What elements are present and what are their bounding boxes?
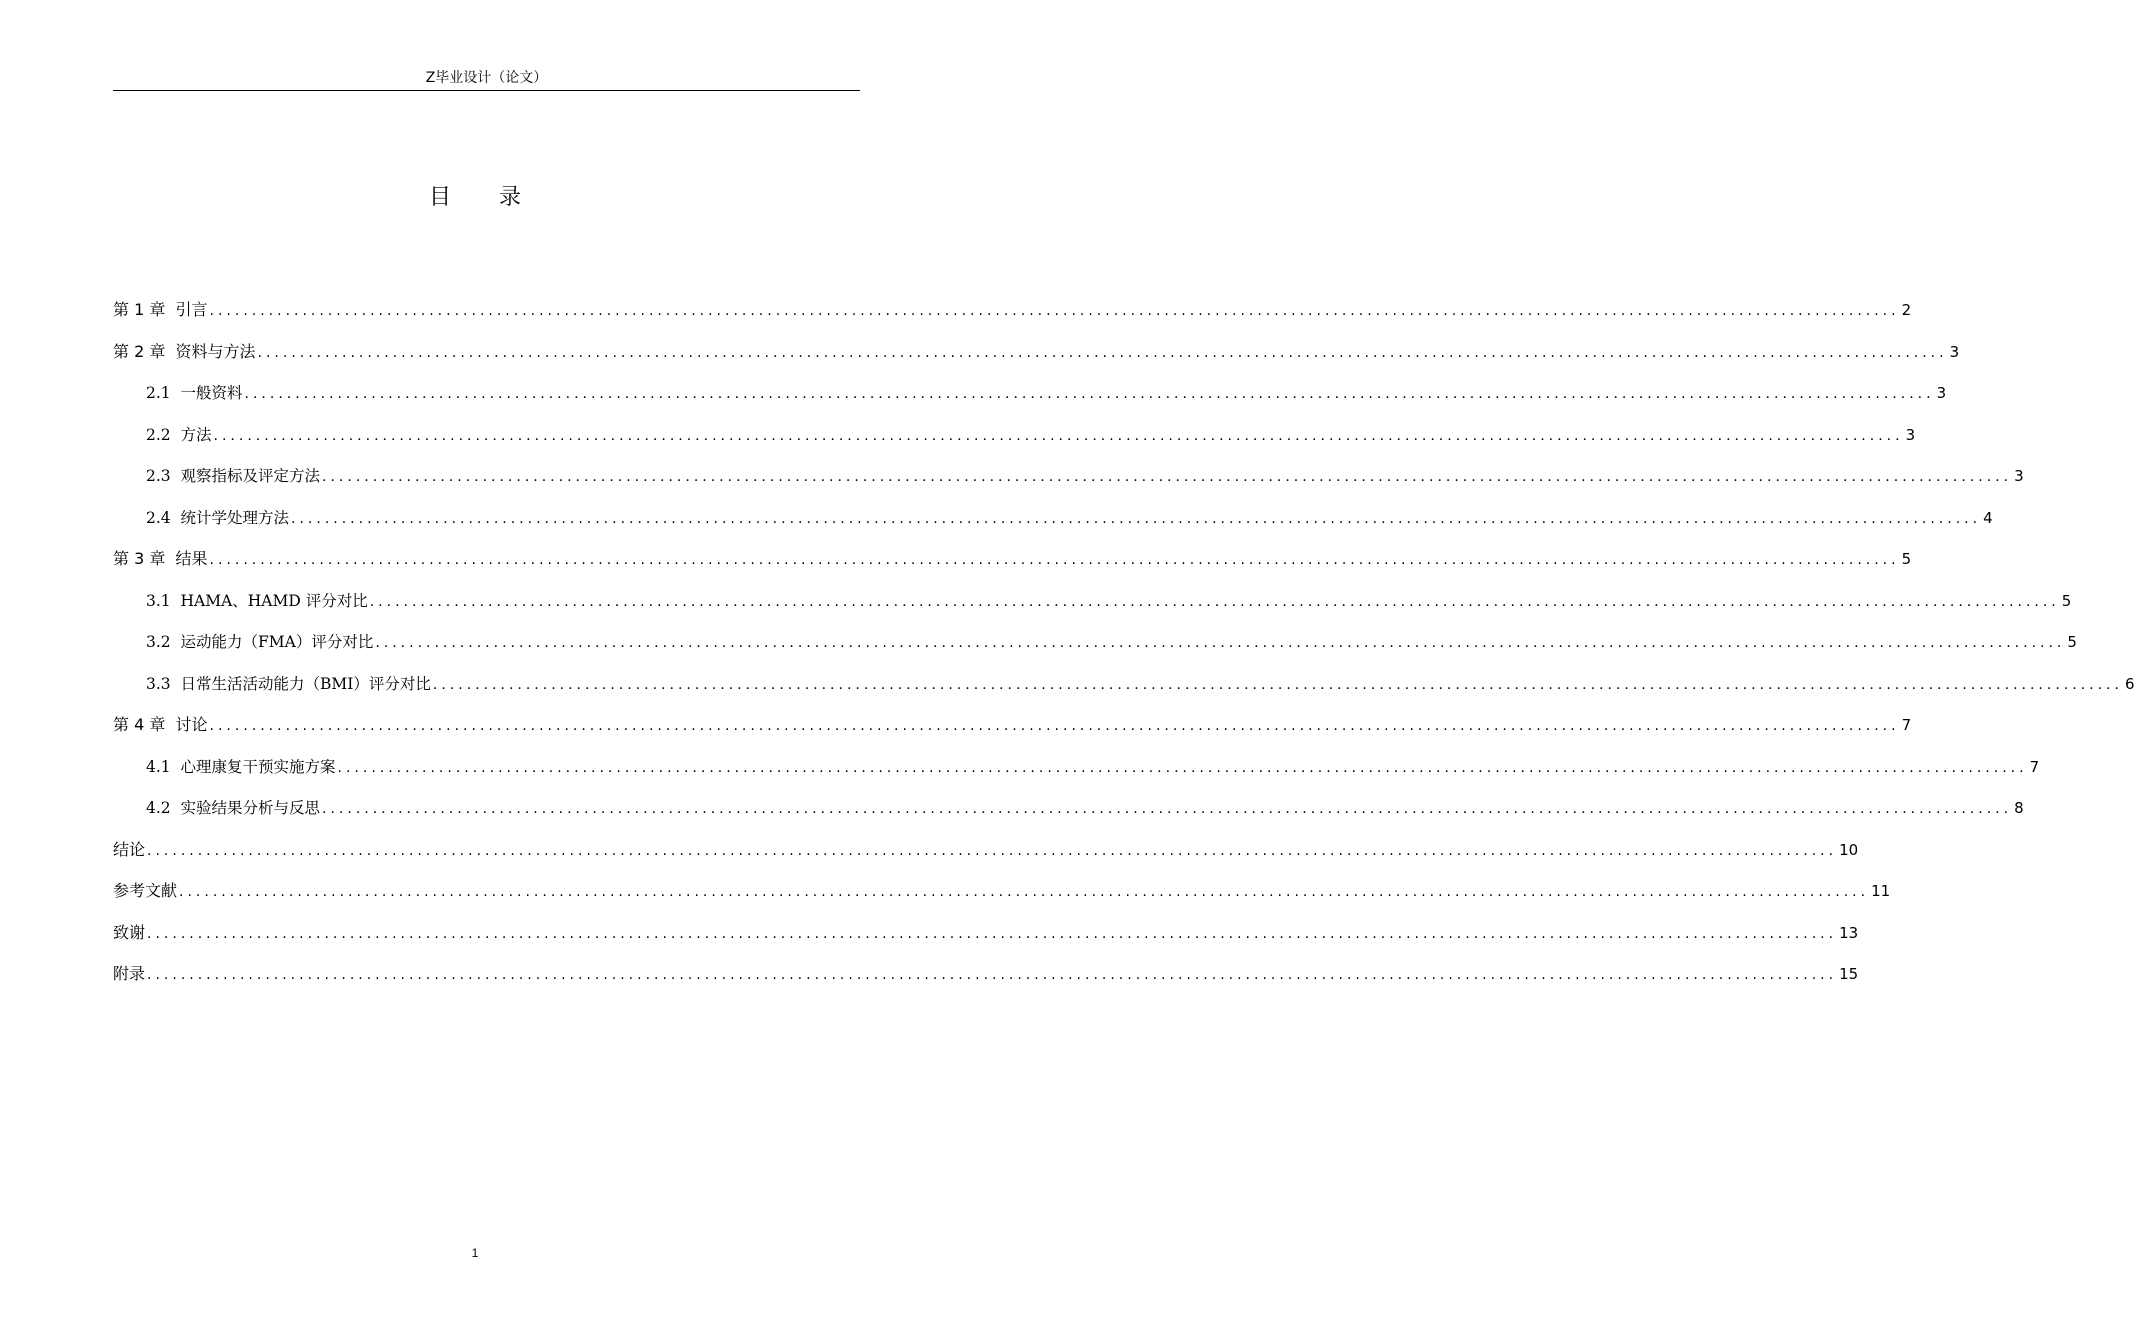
toc-entry-label: 结论 xyxy=(113,839,146,859)
header-rule xyxy=(113,90,860,91)
toc-entry[interactable] xyxy=(113,915,1859,957)
toc-entry[interactable] xyxy=(113,334,1960,376)
toc-entry-page: 13 xyxy=(1839,923,1859,942)
toc-entry[interactable] xyxy=(113,707,1912,749)
toc-entry[interactable] xyxy=(113,956,1859,998)
toc-leader-dots: ........................................................................................................................................................................................................ xyxy=(209,718,1900,734)
toc-entry-page: 7 xyxy=(1901,716,1912,734)
toc-entry-page: 5 xyxy=(2067,633,2077,651)
toc-entry-label: 附录 xyxy=(113,964,146,983)
toc-entry-page: 7 xyxy=(2029,757,2040,776)
toc-entry-label: 4.2 实验结果分析与反思 xyxy=(146,799,321,817)
toc-subentry[interactable] xyxy=(113,666,2134,708)
toc-entry-label: 2.4 统计学处理方法 xyxy=(146,508,290,527)
toc-subentry[interactable] xyxy=(113,500,1993,542)
toc-subentry[interactable] xyxy=(113,458,2024,500)
toc-entry-page: 3 xyxy=(2014,467,2024,485)
toc-entry-label: 致谢 xyxy=(113,922,146,942)
toc-entry-page: 6 xyxy=(2124,674,2134,693)
toc-entry-label: 2.2 方法 xyxy=(146,425,212,444)
toc-entry-label: 第 3 章 结果 xyxy=(113,549,208,568)
toc-subentry[interactable] xyxy=(113,749,2040,791)
toc-subentry[interactable] xyxy=(113,417,1916,459)
toc-entry-label: 参考文献 xyxy=(113,881,178,900)
page-header: Z毕业设计（论文） xyxy=(425,70,548,86)
toc-leader-dots: ........................................................................................................................................................................................................ xyxy=(337,759,2028,776)
toc-entry[interactable] xyxy=(113,541,1912,583)
toc-entry-label: 第 2 章 资料与方法 xyxy=(113,341,256,361)
toc-subentry[interactable] xyxy=(113,583,2072,625)
toc-leader-dots: ........................................................................................................................................................................................................ xyxy=(147,967,1838,983)
toc-leader-dots: ........................................................................................................................................................................................................ xyxy=(213,427,1904,444)
toc-entry-label: 3.1 HAMA、HAMD 评分对比 xyxy=(146,591,368,610)
toc-entry-label: 3.2 运动能力（FMA）评分对比 xyxy=(146,633,374,651)
toc-entry-page: 4 xyxy=(1983,508,1993,527)
toc-entry-page: 2 xyxy=(1901,301,1912,319)
toc-leader-dots: ........................................................................................................................................................................................................ xyxy=(209,552,1900,568)
toc-entry-page: 10 xyxy=(1839,840,1859,859)
toc-entry-page: 8 xyxy=(2014,799,2024,817)
toc-entry-label: 2.3 观察指标及评定方法 xyxy=(146,467,321,485)
toc-leader-dots: ........................................................................................................................................................................................................ xyxy=(322,469,2013,485)
toc-leader-dots: ........................................................................................................................................................................................................ xyxy=(179,884,1870,900)
toc-subentry[interactable] xyxy=(113,624,2077,666)
toc-entry-label: 第 4 章 讨论 xyxy=(113,715,208,734)
toc-subentry[interactable] xyxy=(113,375,1947,417)
toc-entry-page: 3 xyxy=(1905,425,1916,444)
toc-entry[interactable] xyxy=(113,292,1912,334)
table-of-contents xyxy=(113,292,2134,998)
toc-entry[interactable] xyxy=(113,832,1859,874)
toc-entry-page: 11 xyxy=(1871,882,1891,900)
toc-entry-label: 第 1 章 引言 xyxy=(113,300,208,319)
toc-entry-label: 3.3 日常生活活动能力（BMI）评分对比 xyxy=(146,674,431,693)
toc-entry-page: 15 xyxy=(1839,965,1859,983)
toc-subentry[interactable] xyxy=(113,790,2024,832)
toc-entry-page: 5 xyxy=(2061,591,2072,610)
toc-leader-dots: ........................................................................................................................................................................................................ xyxy=(147,925,1838,942)
toc-leader-dots: ........................................................................................................................................................................................................ xyxy=(291,510,1982,527)
toc-leader-dots: ........................................................................................................................................................................................................ xyxy=(369,593,2060,610)
toc-entry-label: 2.1 一般资料 xyxy=(146,384,243,402)
toc-leader-dots: ........................................................................................................................................................................................................ xyxy=(244,386,1935,402)
page-number: 1 xyxy=(471,1246,479,1260)
toc-leader-dots: ........................................................................................................................................................................................................ xyxy=(147,842,1838,859)
toc-entry-page: 5 xyxy=(1901,550,1912,568)
toc-leader-dots: ........................................................................................................................................................................................................ xyxy=(432,676,2123,693)
toc-entry-page: 3 xyxy=(1949,342,1960,361)
toc-leader-dots: ........................................................................................................................................................................................................ xyxy=(209,303,1900,319)
toc-leader-dots: ........................................................................................................................................................................................................ xyxy=(257,344,1948,361)
toc-leader-dots: ........................................................................................................................................................................................................ xyxy=(375,635,2066,651)
toc-leader-dots: ........................................................................................................................................................................................................ xyxy=(322,801,2013,817)
toc-entry-label: 4.1 心理康复干预实施方案 xyxy=(146,757,336,776)
page-title: 目录 xyxy=(428,185,569,210)
toc-entry-page: 3 xyxy=(1936,384,1947,402)
toc-entry[interactable] xyxy=(113,873,1891,915)
